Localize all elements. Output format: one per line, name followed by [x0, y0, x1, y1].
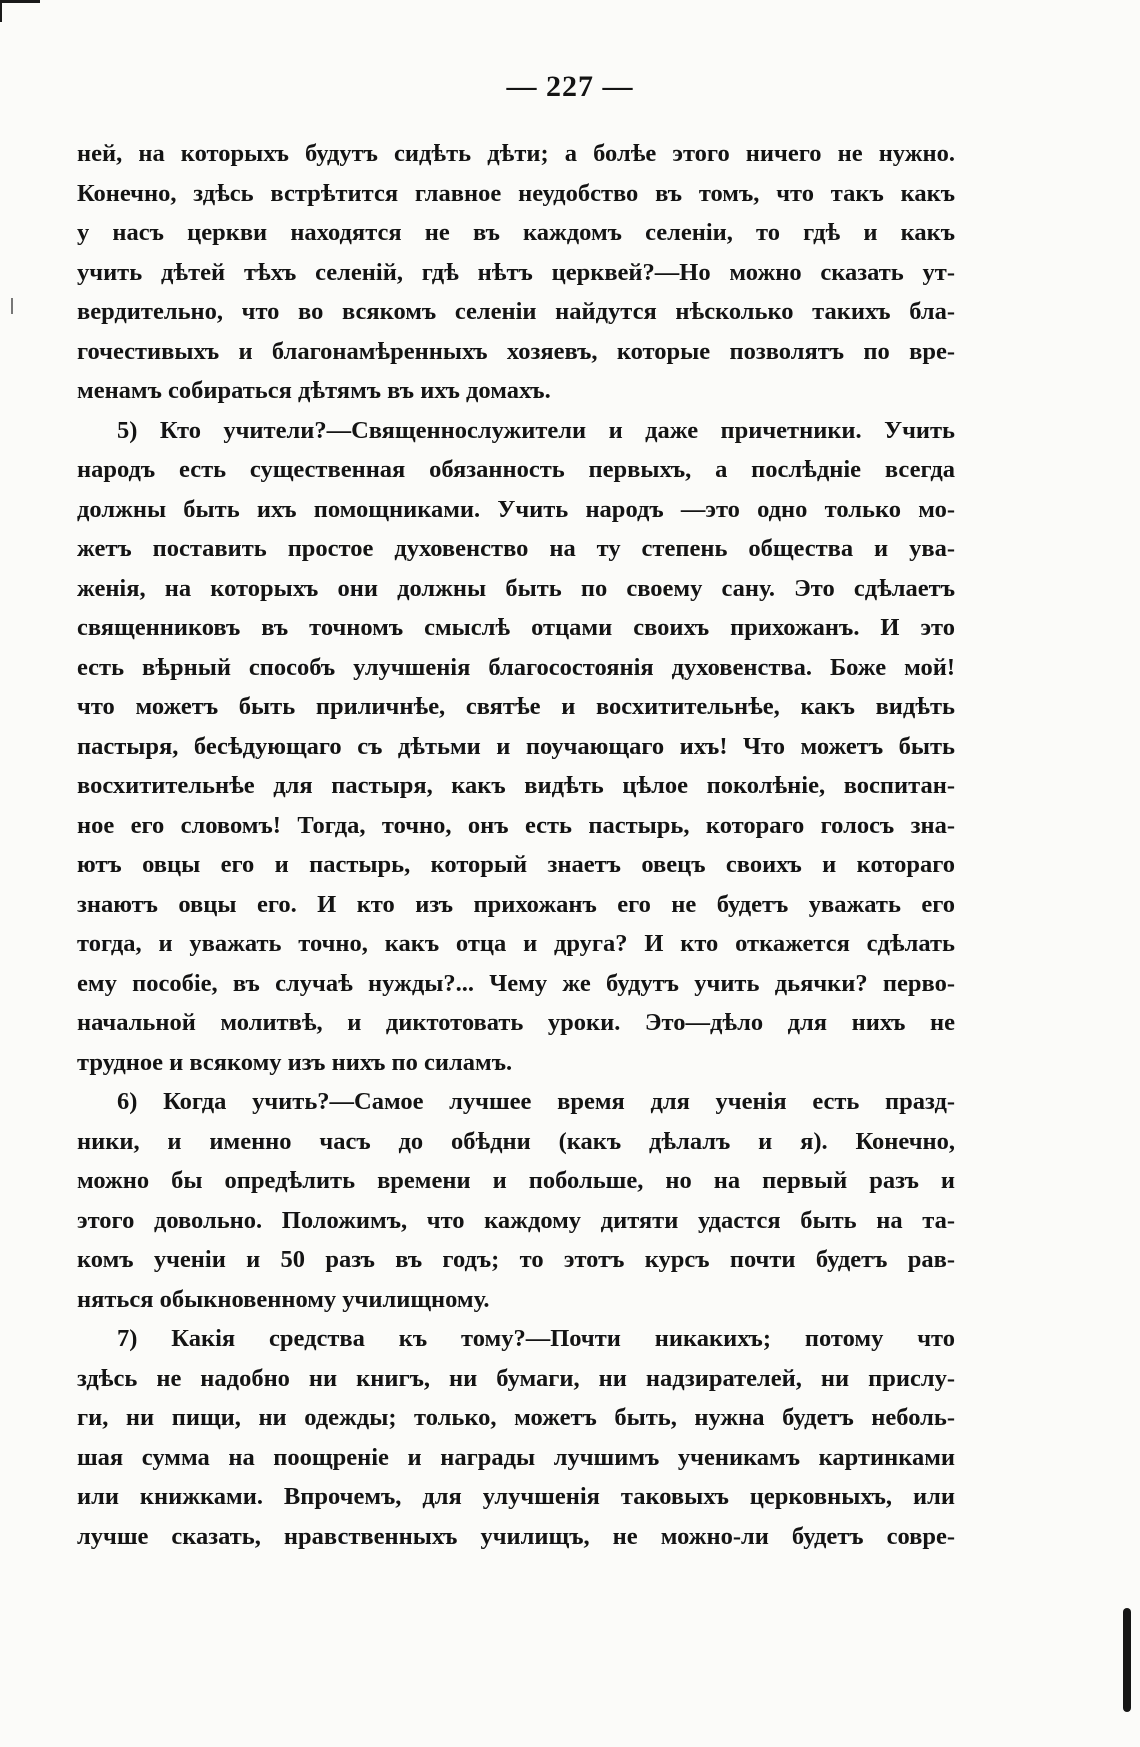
- text-line: ютъ овцы его и пастырь, который знаетъ овецъ своихъ и котораго: [77, 851, 955, 878]
- text-line: учить дѣтей тѣхъ селеній, гдѣ нѣтъ церквей?—Но можно сказать ут-: [77, 258, 955, 286]
- text-line: есть вѣрный способъ улучшенія благосостоянія духовенства. Боже мой!: [77, 653, 955, 681]
- text-line: шая сумма на поощреніе и награды лучшимъ ученикамъ картинками: [77, 1443, 955, 1471]
- page-edge-mark-right: [1123, 1608, 1131, 1712]
- page-number: — 227 —: [506, 70, 634, 103]
- text-line: ему пособіе, въ случаѣ нужды?... Чему же будутъ учить дьячки? перво-: [77, 969, 955, 997]
- text-line: вердительно, что во всякомъ селеніи найдутся нѣсколько такихъ бла-: [77, 298, 955, 325]
- text-line: гочестивыхъ и благонамѣренныхъ хозяевъ, которые позволятъ по вре-: [77, 337, 955, 365]
- text-line: можно бы опредѣлить времени и побольше, но на первый разъ и: [77, 1167, 955, 1194]
- text-line: или книжками. Впрочемъ, для улучшенія таковыхъ церковныхъ, или: [77, 1483, 955, 1510]
- text-line: ники, и именно часъ до обѣдни (какъ дѣлалъ и я). Конечно,: [77, 1127, 955, 1155]
- text-line: женія, на которыхъ они должны быть по своему сану. Это сдѣлаетъ: [77, 574, 955, 602]
- text-line: здѣсь не надобно ни книгъ, ни бумаги, ни надзирателей, ни прислу-: [77, 1364, 955, 1392]
- text-line: лучше сказать, нравственныхъ училищъ, не можно-ли будетъ совре-: [77, 1522, 955, 1550]
- text-line: пастыря, бесѣдующаго съ дѣтьми и поучающаго ихъ! Что можетъ быть: [77, 732, 955, 760]
- text-line: священниковъ въ точномъ смыслѣ отцами своихъ прихожанъ. И это: [77, 614, 955, 641]
- text-line: начальной молитвѣ, и диктотовать уроки. Это—дѣло для нихъ не: [77, 1009, 955, 1036]
- text-line: няться обыкновенному училищному.: [77, 1285, 490, 1313]
- text-line: менамъ собираться дѣтямъ въ ихъ домахъ.: [77, 377, 551, 404]
- paragraph-start-7: 7) Какія средства къ тому?—Почти никакихъ; потому что: [117, 1325, 955, 1352]
- page-edge-mark: [0, 0, 40, 3]
- paragraph-start-5: 5) Кто учители?—Священнослужители и даже причетники. Учить: [117, 416, 955, 444]
- text-line: Конечно, здѣсь встрѣтится главное неудобство въ томъ, что такъ какъ: [77, 179, 955, 207]
- text-line: жетъ поставить простое духовенство на ту степень общества и ува-: [77, 535, 955, 562]
- paragraph-start-6: 6) Когда учить?—Самое лучшее время для ученія есть празд-: [117, 1088, 955, 1115]
- text-line: ги, ни пищи, ни одежды; только, можетъ быть, нужна будетъ неболь-: [77, 1404, 955, 1431]
- text-line: народъ есть существенная обязанность первыхъ, а послѣдніе всегда: [77, 456, 955, 483]
- text-line: что можетъ быть приличнѣе, святѣе и восхитительнѣе, какъ видѣть: [77, 693, 955, 720]
- text-line: трудное и всякому изъ нихъ по силамъ.: [77, 1048, 513, 1076]
- text-line: у насъ церкви находятся не въ каждомъ селеніи, то гдѣ и какъ: [77, 219, 955, 246]
- text-line: комъ ученіи и 50 разъ въ годъ; то этотъ курсъ почти будетъ рав-: [77, 1246, 955, 1273]
- text-line: ней, на которыхъ будутъ сидѣть дѣти; а болѣе этого ничего не нужно.: [77, 140, 955, 167]
- text-line: знаютъ овцы его. И кто изъ прихожанъ его не будетъ уважать его: [77, 890, 955, 918]
- text-line: ное его словомъ! Тогда, точно, онъ есть пастырь, котораго голосъ зна-: [77, 811, 955, 839]
- text-line: должны быть ихъ помощниками. Учить народъ —это одно только мо-: [77, 495, 955, 523]
- text-line: восхитительнѣе для пастыря, какъ видѣть цѣлое поколѣніе, воспитан-: [77, 772, 955, 799]
- text-line: тогда, и уважать точно, какъ отца и друга? И кто откажется сдѣлать: [77, 930, 955, 957]
- page-edge-mark-left: [0, 0, 2, 22]
- text-line: этого довольно. Положимъ, что каждому дитяти удастся быть на та-: [77, 1206, 955, 1234]
- body-text: [77, 134, 955, 1556]
- scan-speck: [11, 298, 13, 314]
